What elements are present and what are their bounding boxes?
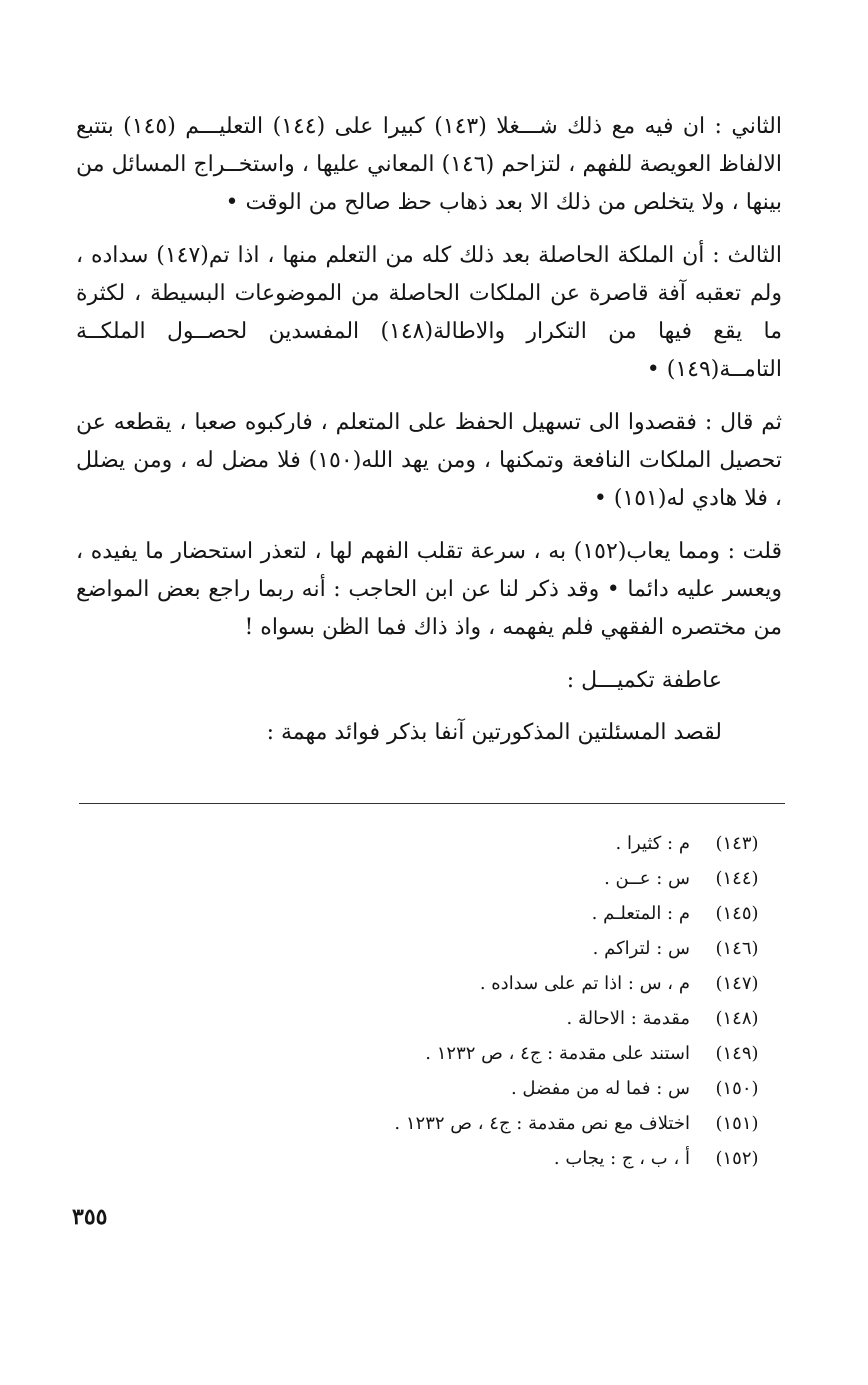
footnote-number: (١٤٩): [715, 1043, 759, 1064]
footnote-number: (١٤٤): [715, 868, 759, 889]
page-number: ٣٥٥: [72, 1204, 108, 1230]
footnote: [80, 826, 780, 861]
footnote-text: س : عــن .: [604, 868, 690, 889]
footnote-number: (١٥١): [715, 1113, 759, 1134]
section-intro: لقصد المسئلتين المذكورتين آنفا بذكر فوائد مهمة :: [266, 720, 722, 745]
footnote-divider: [79, 803, 785, 804]
footnotes-list: [80, 826, 780, 1176]
footnote: [80, 1106, 780, 1141]
footnote-number: (١٤٥): [715, 903, 759, 924]
footnote: [80, 1036, 780, 1071]
footnote-number: (١٤٣): [715, 833, 759, 854]
footnote: [80, 861, 780, 896]
footnote-text: س : فما له من مفضل .: [510, 1078, 690, 1099]
footnote-text: م : كثيرا .: [615, 833, 690, 854]
footnote-number: (١٥٠): [715, 1078, 759, 1099]
footnote-number: (١٥٢): [715, 1148, 759, 1169]
footnote-text: اختلاف مع نص مقدمة : ج٤ ، ص ١٢٣٢ .: [394, 1113, 690, 1134]
footnote: [80, 966, 780, 1001]
footnote-text: م ، س : اذا تم على سداده .: [479, 973, 690, 994]
section-heading: عاطفة تكميـــل :: [566, 668, 722, 693]
main-text: [76, 108, 782, 752]
paragraph-second-reason: الثاني : ان فيه مع ذلك شـــغلا (١٤٣) كبيرا على (١٤٤) التعليـــم (١٤٥) بتتبع الالفاظ العويصة للفهم ، لتزاحم (١٤٦) المعاني عليها ، واستخــراج المسائل من بينها ، ولا يتخلص من ذلك الا بعد ذهاب حظ صالح من الوقت •: [76, 114, 782, 215]
footnote-text: أ ، ب ، ج : يجاب .: [553, 1148, 690, 1169]
footnote: [80, 1001, 780, 1036]
footnote: [80, 896, 780, 931]
paragraph-quote: ثم قال : فقصدوا الى تسهيل الحفظ على المتعلم ، فاركبوه صعبا ، يقطعه عن تحصيل الملكات النافعة وتمكنها ، ومن يهد الله(١٥٠) فلا مضل له ، ومن يضلل ، فلا هادي له(١٥١) •: [76, 410, 783, 511]
footnote-number: (١٤٦): [715, 938, 759, 959]
footnote-number: (١٤٧): [715, 973, 759, 994]
footnote: [80, 931, 780, 966]
footnote-text: م : المتعلـم .: [591, 903, 690, 924]
footnote-text: س : لتراكم .: [592, 938, 690, 959]
footnote-text: استند على مقدمة : ج٤ ، ص ١٢٣٢ .: [425, 1043, 690, 1064]
footnote-text: مقدمة : الاحالة .: [566, 1008, 690, 1029]
paragraph-third-reason: الثالث : أن الملكة الحاصلة بعد ذلك كله من التعلم منها ، اذا تم(١٤٧) سداده ، ولم تعقبه آفة قاصرة عن الملكات الحاصلة من الموضوعات البسيطة ، لكثرة ما يقع فيها من التكرار والاطالة(١٤٨) المفسدين لحصــول الملكــة التامــة(١٤٩) •: [76, 243, 783, 382]
footnote: [80, 1071, 780, 1106]
paragraph-commentary: قلت : ومما يعاب(١٥٢) به ، سرعة تقلب الفهم لها ، لتعذر استحضار ما يفيده ، ويعسر عليه دائما • وقد ذكر لنا عن ابن الحاجب : أنه ربما راجع بعض المواضع من مختصره الفقهي فلم يفهمه ، واذ ذاك فما الظن بسواه !: [76, 539, 783, 640]
footnote: [80, 1141, 780, 1176]
footnote-number: (١٤٨): [715, 1008, 759, 1029]
